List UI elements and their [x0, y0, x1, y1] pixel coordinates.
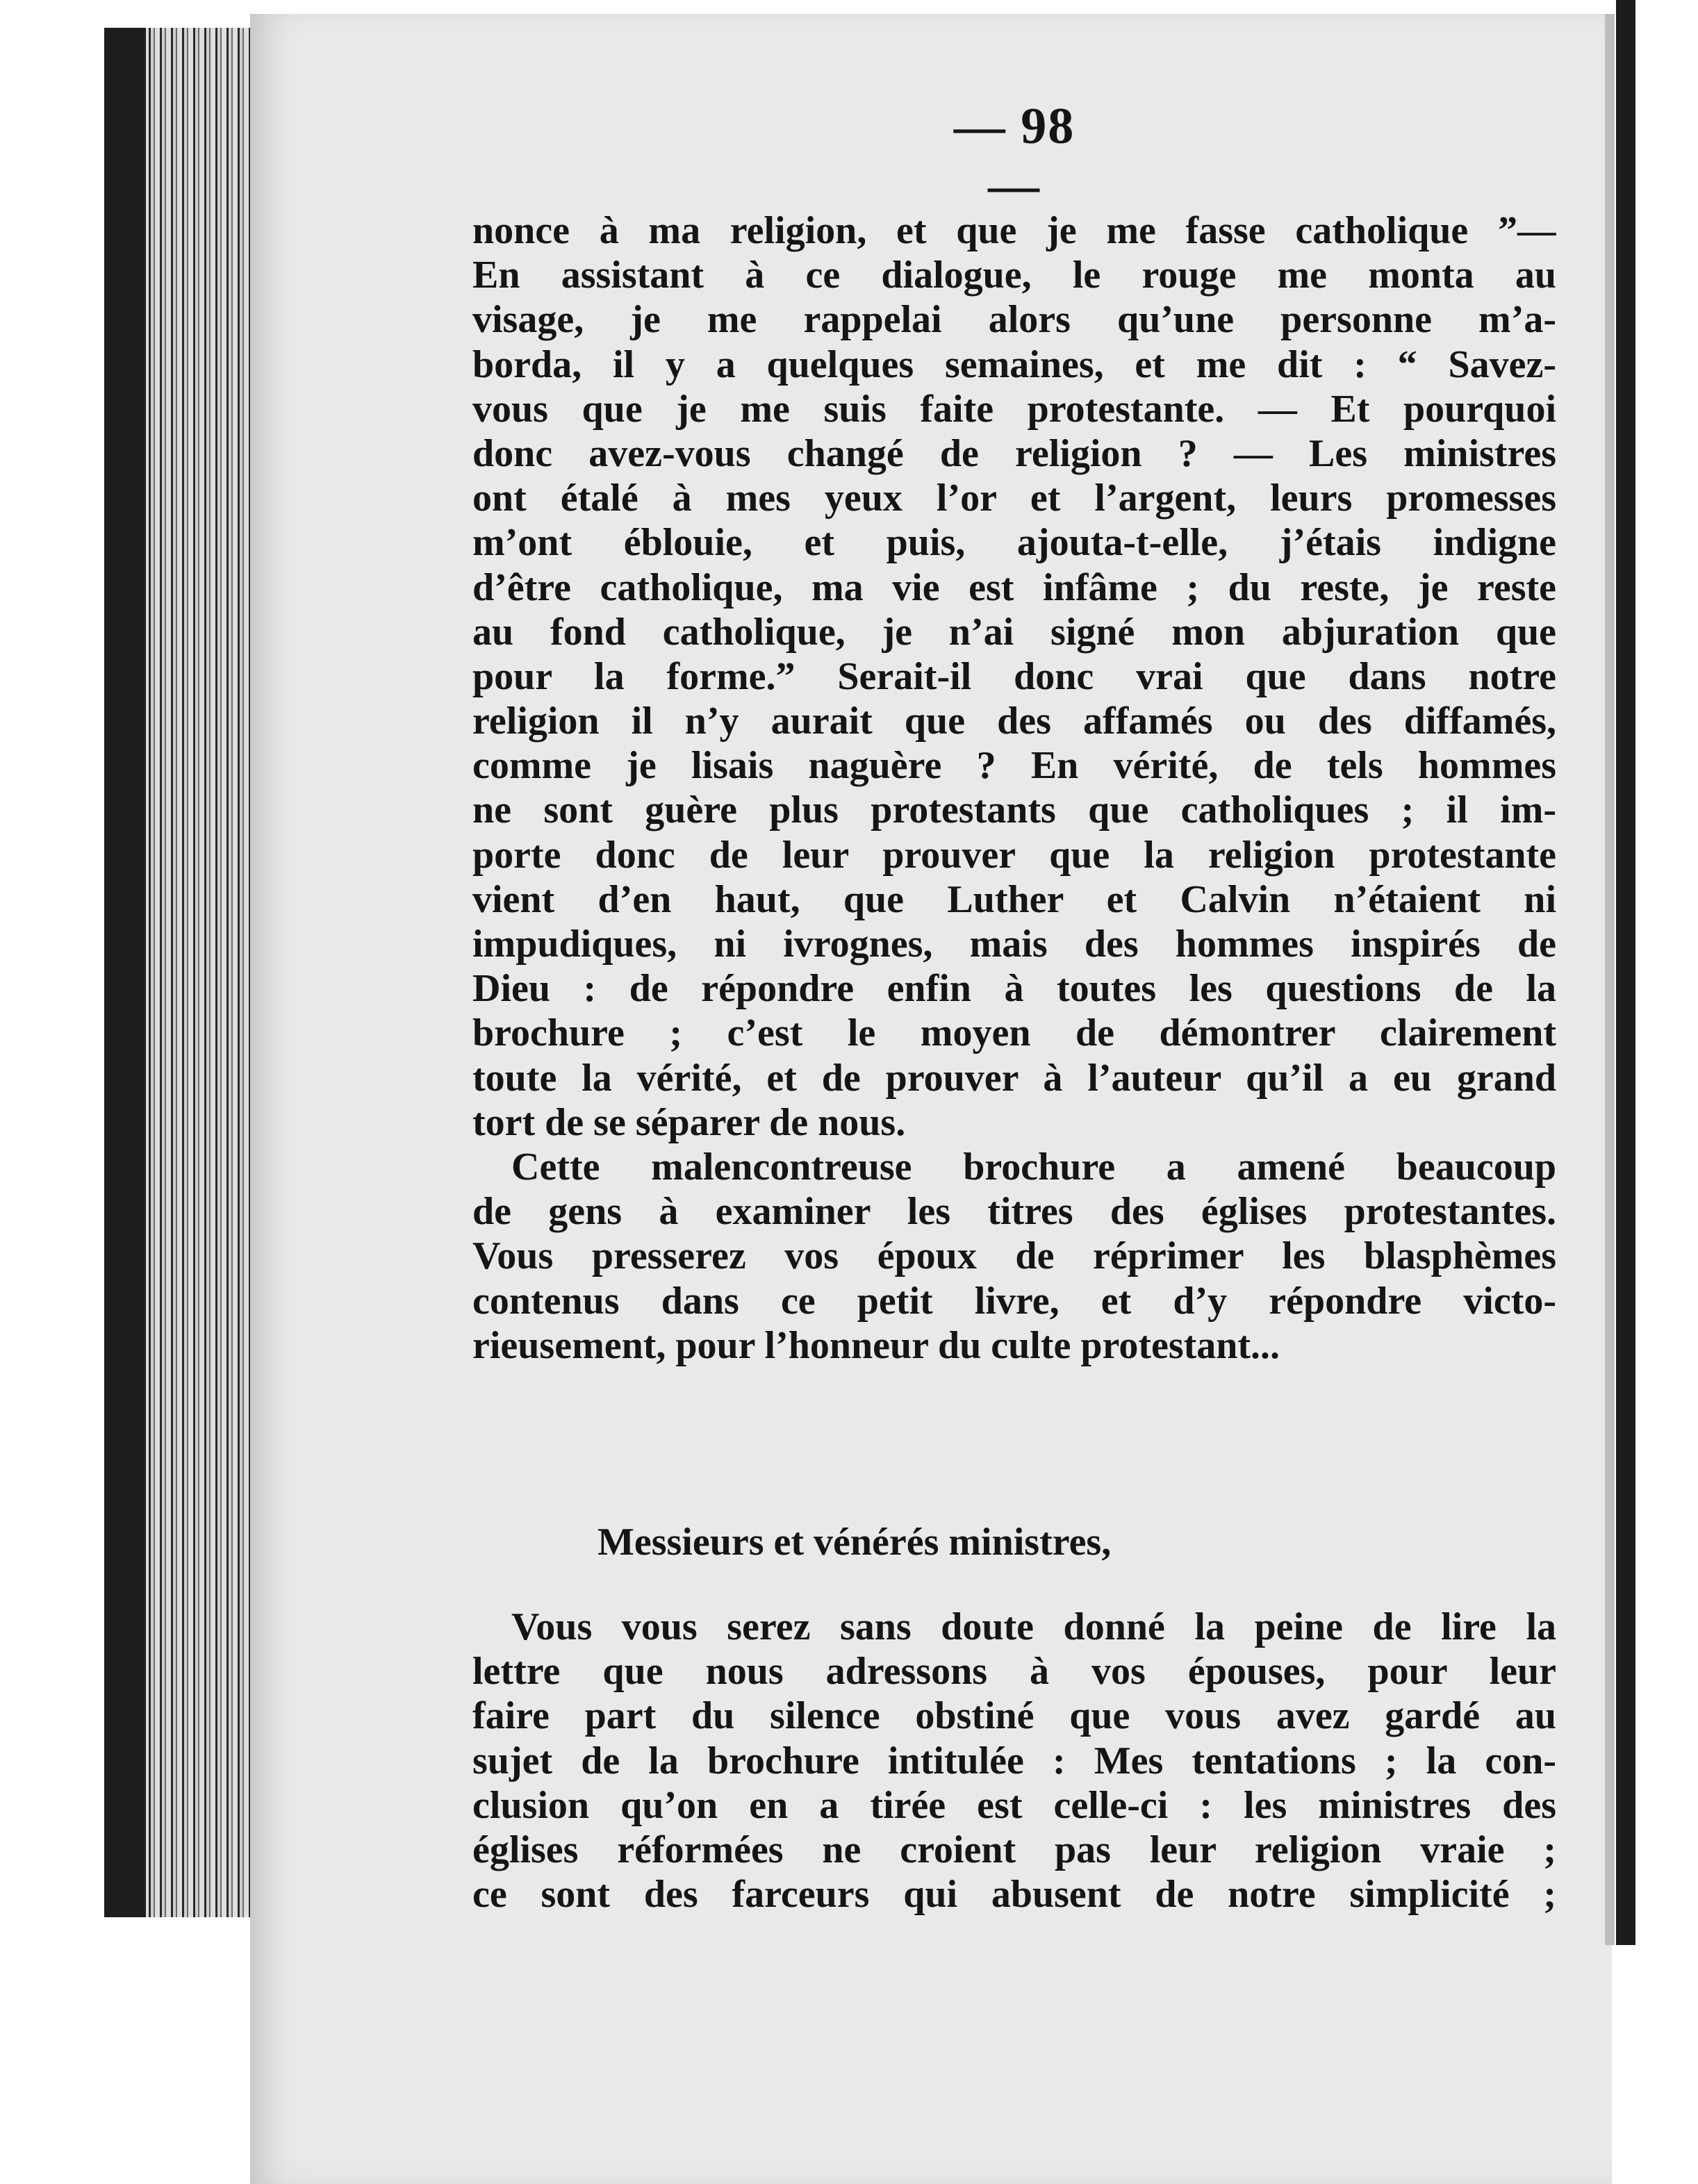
- text-line: de gens à examiner les titres des églises protestantes.: [472, 1190, 1556, 1234]
- text-line: tort de se séparer de nous.: [472, 1100, 906, 1144]
- text-line: religion il n’y aurait que des affamés ou des diffamés,: [472, 700, 1556, 743]
- text-line: visage, je me rappelai alors qu’une personne m’a-: [472, 298, 1556, 342]
- text-line: contenus dans ce petit livre, et d’y répondre victo-: [472, 1279, 1556, 1323]
- text-line: Vous vous serez sans doute donné la peine de lire la: [511, 1605, 1556, 1648]
- text-line: donc avez-vous changé de religion ? — Les ministres: [472, 431, 1556, 475]
- paragraph-3: [472, 1605, 1556, 1917]
- text-line: vous que je me suis faite protestante. — Et pourquoi: [472, 387, 1556, 431]
- text-line: brochure ; c’est le moyen de démontrer clairement: [472, 1011, 1556, 1055]
- text-line: sujet de la brochure intitulée : Mes tentations ; la con-: [472, 1739, 1556, 1782]
- book-edge-shadow: [104, 28, 146, 1917]
- text-line: toute la vérité, et de prouver à l’auteur qu’il a eu grand: [472, 1056, 1556, 1100]
- text-line: nonce à ma religion, et que je me fasse catholique ”—: [472, 209, 1556, 252]
- text-line: pour la forme.” Serait-il donc vrai que dans notre: [472, 654, 1556, 698]
- text-line: Cette malencontreuse brochure a amené beaucoup: [511, 1145, 1556, 1189]
- text-line: En assistant à ce dialogue, le rouge me monta au: [472, 254, 1556, 297]
- text-line: Vous presserez vos époux de réprimer les blasphèmes: [472, 1234, 1556, 1278]
- text-line: porte donc de leur prouver que la religion protestante: [472, 833, 1556, 877]
- page-gutter: [1605, 14, 1615, 1945]
- text-line: borda, il y a quelques semaines, et me dit : “ Savez-: [472, 342, 1556, 386]
- text-line: Dieu : de répondre enfin à toutes les questions de la: [472, 967, 1556, 1011]
- text-line: comme je lisais naguère ? En vérité, de tels hommes: [472, 744, 1556, 788]
- text-line: églises réformées ne croient pas leur religion vraie ;: [472, 1828, 1556, 1871]
- text-line: clusion qu’on en a tirée est celle-ci : les ministres des: [472, 1783, 1556, 1827]
- page-number: — 98 —: [953, 98, 1075, 214]
- salutation: Messieurs et vénérés ministres,: [597, 1521, 1112, 1564]
- text-line: lettre que nous adressons à vos épouses, pour leur: [472, 1650, 1556, 1694]
- text-line: au fond catholique, je n’ai signé mon abjuration que: [472, 610, 1556, 654]
- text-line: rieusement, pour l’honneur du culte protestant...: [472, 1323, 1280, 1367]
- text-line: d’être catholique, ma vie est infâme ; du reste, je reste: [472, 565, 1556, 609]
- text-line: faire part du silence obstiné que vous avez gardé au: [472, 1694, 1556, 1738]
- text-line: vient d’en haut, que Luther et Calvin n’étaient ni: [472, 877, 1556, 921]
- text-line: m’ont éblouie, et puis, ajouta-t-elle, j’étais indigne: [472, 521, 1556, 565]
- page-binding-edge: [1616, 0, 1635, 1945]
- text-line: impudiques, ni ivrognes, mais des hommes inspirés de: [472, 923, 1556, 966]
- paragraph-1: [472, 208, 1556, 1368]
- text-line: ce sont des farceurs qui abusent de notre simplicité ;: [472, 1873, 1556, 1917]
- text-line: ont étalé à mes yeux l’or et l’argent, leurs promesses: [472, 477, 1556, 520]
- text-line: ne sont guère plus protestants que catholiques ; il im-: [472, 788, 1556, 832]
